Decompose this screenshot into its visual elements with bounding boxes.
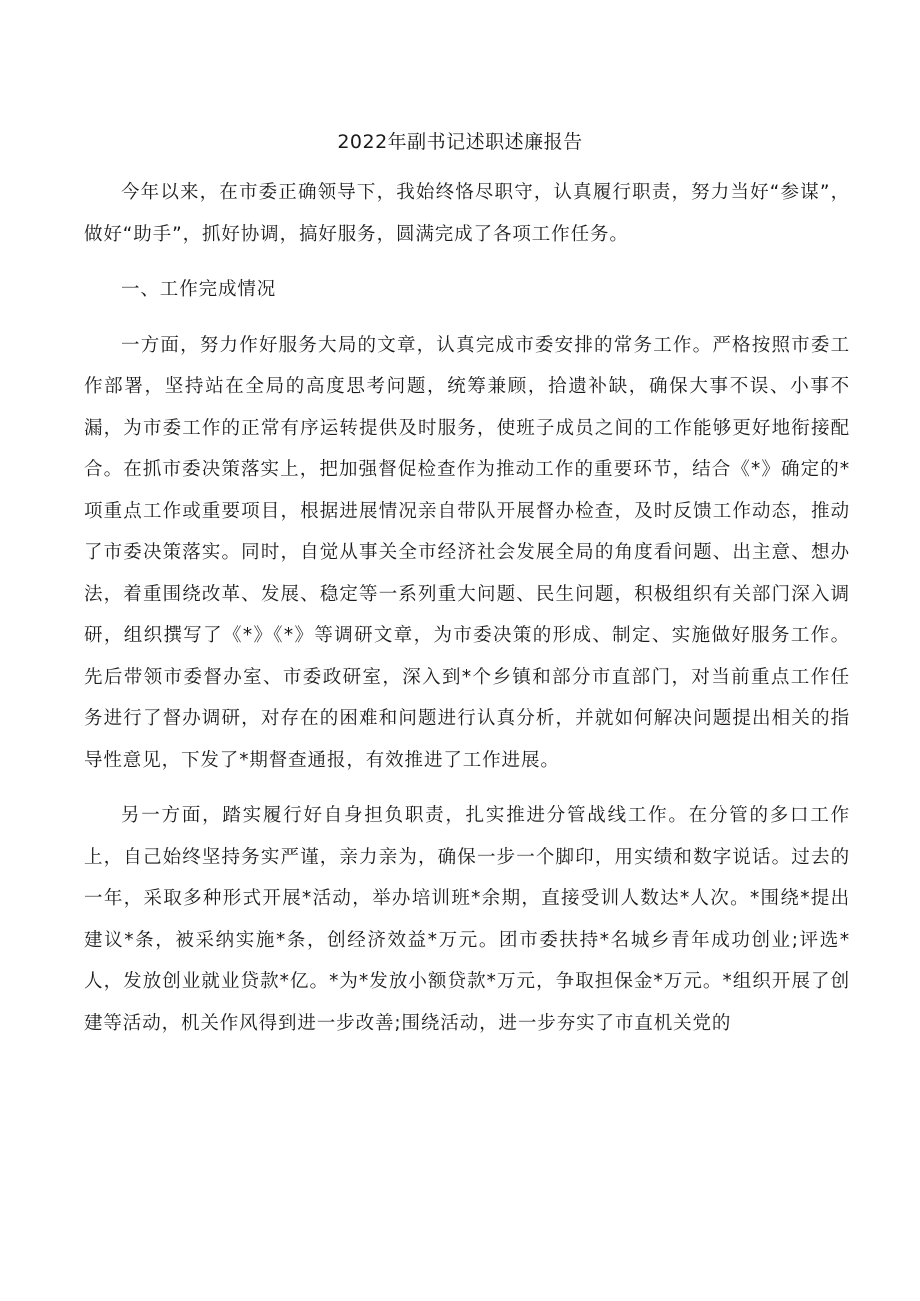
body-paragraph-2: 另一方面，踏实履行好自身担负职责，扎实推进分管战线工作。在分管的多口工作上，自己始终坚持务实严谨，亲力亲为，确保一步一个脚印，用实绩和数字说话。过去的一年，采取多种形式开展*活动，举办培训班*余期，直接受训人数达*人次。*围绕*提出建议*条，被采纳实施*条，创经济效益*万元。团市委扶持*名城乡青年成功创业;评选*人，发放创业就业贷款*亿。*为*发放小额贷款*万元，争取担保金*万元。*组织开展了创建等活动，机关作风得到进一步改善;围绕活动，进一步夯实了市直机关党的 bbox=[84, 805, 850, 1034]
document-title: 2022年副书记述职述廉报告 bbox=[337, 131, 583, 153]
intro-paragraph: 今年以来，在市委正确领导下，我始终恪尽职守，认真履行职责，努力当好“参谋”，做好“助手”，抓好协调，搞好服务，圆满完成了各项工作任务。 bbox=[84, 182, 850, 245]
document-body bbox=[84, 172, 850, 1044]
body-paragraph-1: 一方面，努力作好服务大局的文章，认真完成市委安排的常务工作。严格按照市委工作部署，坚持站在全局的高度思考问题，统筹兼顾，拾遗补缺，确保大事不误、小事不漏，为市委工作的正常有序运转提供及时服务，使班子成员之间的工作能够更好地衔接配合。在抓市委决策落实上，把加强督促检查作为推动工作的重要环节，结合《*》确定的*项重点工作或重要项目，根据进展情况亲自带队开展督办检查，及时反馈工作动态，推动了市委决策落实。同时，自觉从事关全市经济社会发展全局的角度看问题、出主意、想办法，着重围绕改革、发展、稳定等一系列重大问题、民生问题，积极组织有关部门深入调研，组织撰写了《*》《*》等调研文章，为市委决策的形成、制定、实施做好服务工作。先后带领市委督办室、市委政研室，深入到*个乡镇和部分市直部门，对当前重点工作任务进行了督办调研，对存在的困难和问题进行认真分析，并就如何解决问题提出相关的指导性意见，下发了*期督查通报，有效推进了工作进展。 bbox=[84, 334, 850, 771]
section-heading: 一、工作完成情况 bbox=[121, 279, 277, 300]
